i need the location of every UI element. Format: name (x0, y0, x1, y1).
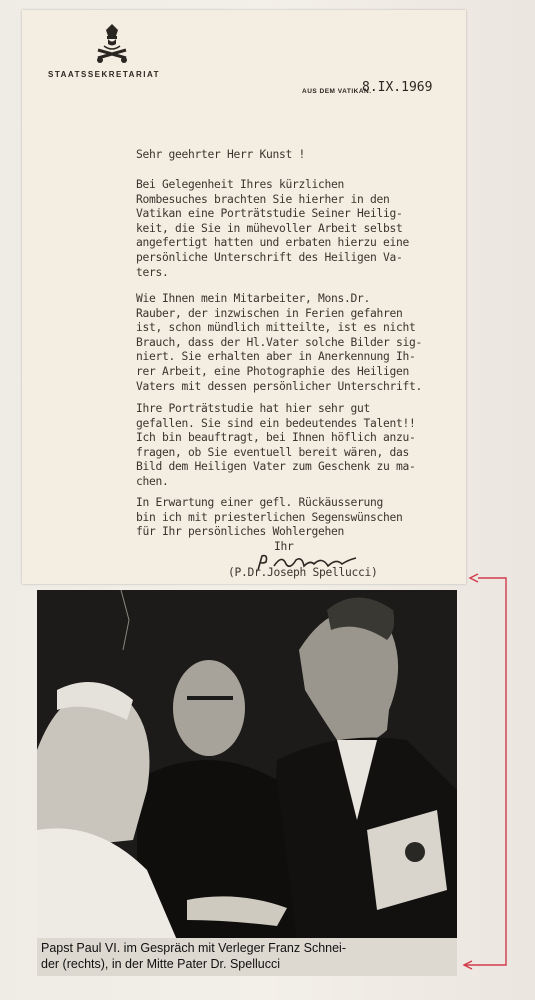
place-label: AUS DEM VATIKAN. (302, 88, 372, 95)
paragraph-2 (136, 292, 422, 394)
paragraph-line: keit, die Sie in mühevoller Arbeit selbst (136, 221, 403, 235)
paragraph-line: Bild dem Heiligen Vater zum Geschenk zu ma- (136, 460, 416, 474)
paragraph-line: Wie Ihnen mein Mitarbeiter, Mons.Dr. (136, 292, 371, 305)
paragraph-1 (136, 178, 409, 280)
paragraph-line: fragen, ob Sie eventuell bereit wären, das (136, 445, 410, 459)
letter-date: 8.IX.1969 (362, 80, 433, 95)
paragraph-line: rer Arbeit, eine Photographie des Heiligen (136, 364, 410, 378)
photo-image (37, 590, 457, 940)
paragraph-line: gefallen. Sie sind ein bedeutendes Talent!! (136, 416, 416, 430)
photo-caption (37, 938, 457, 976)
paragraph-line: ist, schon mündlich mitteilte, ist es nicht (136, 321, 416, 335)
closing: Ihr (274, 540, 294, 553)
paragraph-line: Brauch, dass der Hl.Vater solche Bilder sig- (136, 335, 423, 349)
papal-crest-icon (94, 22, 130, 64)
salutation: Sehr geehrter Herr Kunst ! (136, 148, 306, 161)
caption-line: Papst Paul VI. im Gespräch mit Verleger Franz Schnei- (41, 941, 346, 955)
paragraph-line: Ich bin beauftragt, bei Ihnen höflich anzu- (136, 431, 416, 445)
red-arrow-annotation (458, 570, 518, 980)
letter-sheet (22, 10, 466, 584)
newspaper-photo (37, 590, 457, 940)
paragraph-line: angefertigt hatten und erbaten hierzu eine (136, 236, 410, 250)
paragraph-line: ters. (136, 265, 169, 279)
signatory-name: (P.Dr.Joseph Spellucci) (228, 566, 378, 579)
paragraph-line: persönliche Unterschrift des Heiligen Va- (136, 250, 403, 264)
department-heading: STAATSSEKRETARIAT (48, 70, 161, 79)
caption-line: der (rechts), in der Mitte Pater Dr. Spellucci (41, 957, 280, 971)
paragraph-line: Vatikan eine Porträtstudie Seiner Heilig- (136, 207, 403, 221)
paragraph-line: niert. Sie erhalten aber in Anerkennung Ih- (136, 350, 416, 364)
paragraph-4 (136, 496, 403, 540)
paragraph-line: für Ihr persönliches Wohlergehen (136, 525, 345, 539)
paragraph-line: chen. (136, 474, 169, 488)
paragraph-line: In Erwartung einer gefl. Rückäusserung (136, 496, 384, 509)
paragraph-line: Vaters mit dessen persönlicher Unterschrift. (136, 379, 423, 393)
paragraph-3 (136, 402, 416, 490)
paragraph-line: bin ich mit priesterlichen Segenswünschen (136, 510, 403, 524)
paragraph-line: Rauber, der inzwischen in Ferien gefahren (136, 306, 403, 320)
paragraph-line: Rombesuches brachten Sie hierher in den (136, 192, 390, 206)
paragraph-line: Bei Gelegenheit Ihres kürzlichen (136, 178, 345, 191)
paragraph-line: Ihre Porträtstudie hat hier sehr gut (136, 402, 371, 415)
